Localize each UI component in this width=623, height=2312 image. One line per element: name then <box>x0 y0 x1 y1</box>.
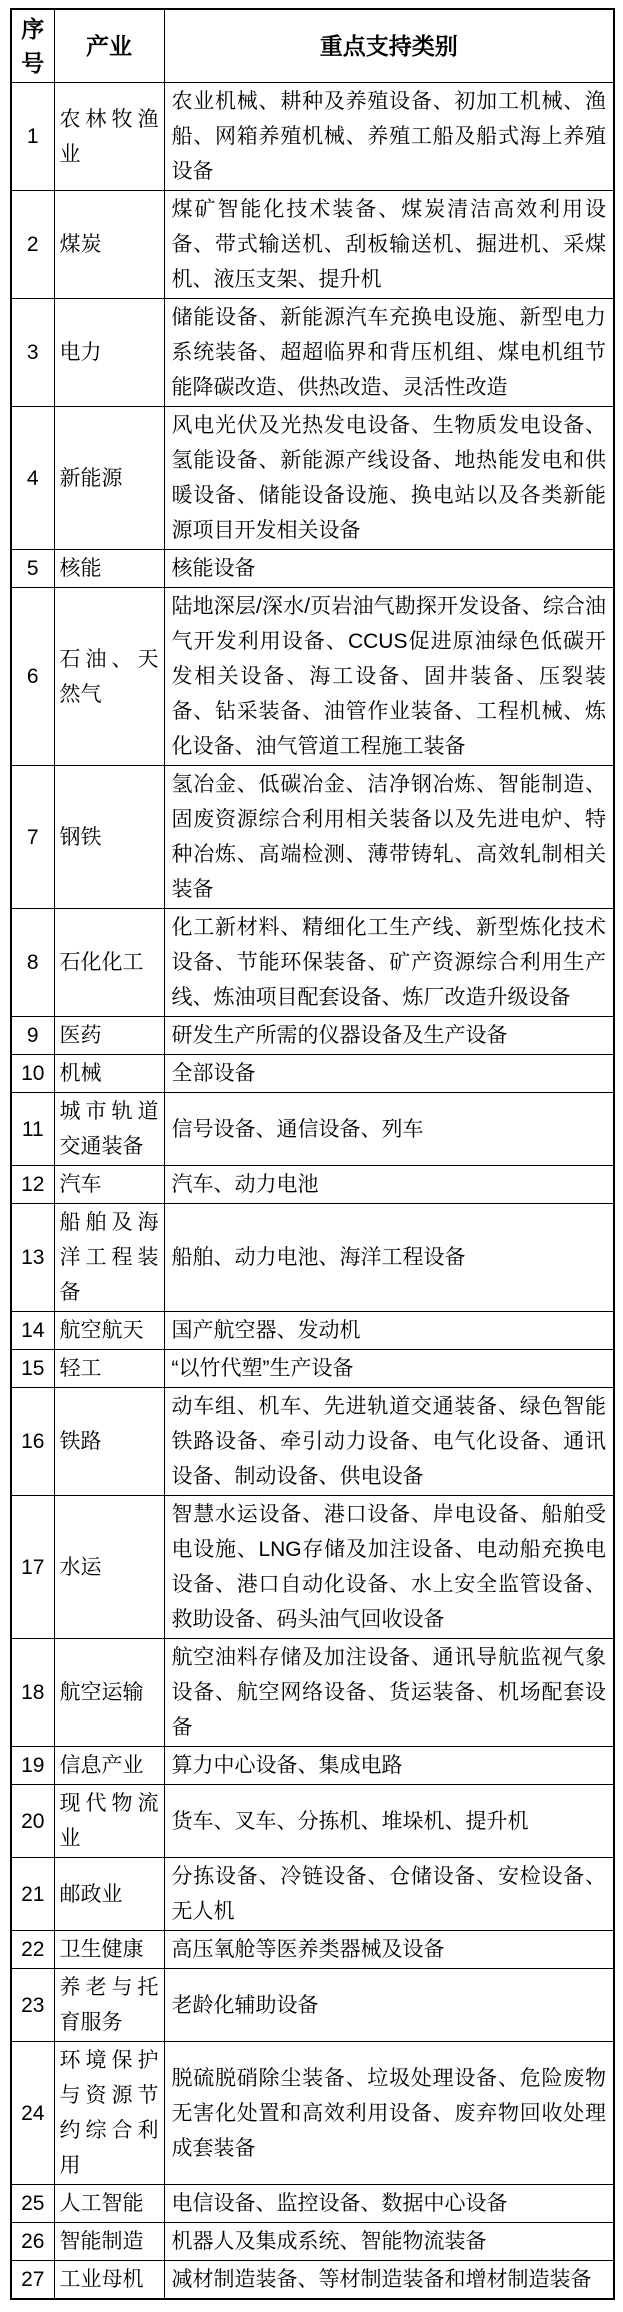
categories-cell: 船舶、动力电池、海洋工程设备 <box>164 1204 614 1312</box>
table-row <box>11 550 614 588</box>
row-number-cell: 8 <box>11 909 54 1017</box>
row-number-cell: 7 <box>11 766 54 909</box>
industry-cell: 人工智能 <box>54 2185 164 2223</box>
industry-cell: 现代物流业 <box>54 1785 164 1858</box>
table-row <box>11 766 614 909</box>
categories-cell: 陆地深层/深水/页岩油气勘探开发设备、综合油气开发利用设备、CCUS促进原油绿色低碳开发相关设备、海工设备、固井装备、压裂装备、钻采装备、油管作业装备、工程机械、炼化设备、油气管道工程施工装备 <box>164 588 614 766</box>
categories-cell: 汽车、动力电池 <box>164 1166 614 1204</box>
industry-cell: 农林牧渔业 <box>54 83 164 191</box>
table-row <box>11 1350 614 1388</box>
support-categories-table <box>10 8 615 2300</box>
table-row <box>11 1858 614 1931</box>
industry-cell: 电力 <box>54 299 164 407</box>
row-number-cell: 1 <box>11 83 54 191</box>
table-body <box>11 83 614 2300</box>
row-number-cell: 22 <box>11 1931 54 1969</box>
industry-cell: 智能制造 <box>54 2223 164 2261</box>
table-row <box>11 1312 614 1350</box>
row-number-cell: 23 <box>11 1969 54 2042</box>
categories-cell: 煤矿智能化技术装备、煤炭清洁高效利用设备、带式输送机、刮板输送机、掘进机、采煤机、液压支架、提升机 <box>164 191 614 299</box>
categories-cell: 分拣设备、冷链设备、仓储设备、安检设备、无人机 <box>164 1858 614 1931</box>
categories-cell: 智慧水运设备、港口设备、岸电设备、船舶受电设施、LNG存储及加注设备、电动船充换电设备、港口自动化设备、水上安全监管设备、救助设备、码头油气回收设备 <box>164 1496 614 1639</box>
row-number-cell: 24 <box>11 2042 54 2185</box>
categories-cell: 信号设备、通信设备、列车 <box>164 1093 614 1166</box>
row-number-cell: 9 <box>11 1017 54 1055</box>
row-number-cell: 27 <box>11 2261 54 2300</box>
row-number-cell: 19 <box>11 1747 54 1785</box>
industry-cell: 石化化工 <box>54 909 164 1017</box>
industry-cell: 城市轨道交通装备 <box>54 1093 164 1166</box>
row-number-cell: 26 <box>11 2223 54 2261</box>
industry-cell: 环境保护与资源节约综合利用 <box>54 2042 164 2185</box>
industry-cell: 机械 <box>54 1055 164 1093</box>
row-number-cell: 16 <box>11 1388 54 1496</box>
categories-cell: 动车组、机车、先进轨道交通装备、绿色智能铁路设备、牵引动力设备、电气化设备、通讯设备、制动设备、供电设备 <box>164 1388 614 1496</box>
table-row <box>11 1093 614 1166</box>
industry-cell: 新能源 <box>54 407 164 550</box>
row-number-cell: 11 <box>11 1093 54 1166</box>
categories-cell: 风电光伏及光热发电设备、生物质发电设备、氢能设备、新能源产线设备、地热能发电和供暖设备、储能设备设施、换电站以及各类新能源项目开发相关设备 <box>164 407 614 550</box>
row-number-cell: 12 <box>11 1166 54 1204</box>
table-row <box>11 299 614 407</box>
categories-cell: 电信设备、监控设备、数据中心设备 <box>164 2185 614 2223</box>
industry-cell: 信息产业 <box>54 1747 164 1785</box>
row-number-cell: 21 <box>11 1858 54 1931</box>
row-number-cell: 25 <box>11 2185 54 2223</box>
categories-cell: 减材制造装备、等材制造装备和增材制造装备 <box>164 2261 614 2300</box>
col-header-categories: 重点支持类别 <box>164 9 614 83</box>
categories-cell: 研发生产所需的仪器设备及生产设备 <box>164 1017 614 1055</box>
industry-cell: 卫生健康 <box>54 1931 164 1969</box>
table-row <box>11 2261 614 2300</box>
categories-cell: 算力中心设备、集成电路 <box>164 1747 614 1785</box>
categories-cell: “以竹代塑”生产设备 <box>164 1350 614 1388</box>
industry-cell: 铁路 <box>54 1388 164 1496</box>
row-number-cell: 6 <box>11 588 54 766</box>
categories-cell: 化工新材料、精细化工生产线、新型炼化技术设备、节能环保装备、矿产资源综合利用生产线、炼油项目配套设备、炼厂改造升级设备 <box>164 909 614 1017</box>
table-row <box>11 1166 614 1204</box>
categories-cell: 农业机械、耕种及养殖设备、初加工机械、渔船、网箱养殖机械、养殖工船及船式海上养殖设备 <box>164 83 614 191</box>
col-header-industry: 产业 <box>54 9 164 83</box>
table-row <box>11 1969 614 2042</box>
row-number-cell: 13 <box>11 1204 54 1312</box>
table-row <box>11 1639 614 1747</box>
categories-cell: 航空油料存储及加注设备、通讯导航监视气象设备、航空网络设备、货运装备、机场配套设备 <box>164 1639 614 1747</box>
industry-cell: 轻工 <box>54 1350 164 1388</box>
categories-cell: 机器人及集成系统、智能物流装备 <box>164 2223 614 2261</box>
header-row <box>11 9 614 83</box>
industry-cell: 煤炭 <box>54 191 164 299</box>
table-row <box>11 1204 614 1312</box>
row-number-cell: 10 <box>11 1055 54 1093</box>
industry-cell: 核能 <box>54 550 164 588</box>
industry-cell: 汽车 <box>54 1166 164 1204</box>
industry-cell: 航空航天 <box>54 1312 164 1350</box>
categories-cell: 全部设备 <box>164 1055 614 1093</box>
row-number-cell: 4 <box>11 407 54 550</box>
industry-cell: 医药 <box>54 1017 164 1055</box>
table-row <box>11 1496 614 1639</box>
categories-cell: 核能设备 <box>164 550 614 588</box>
industry-cell: 工业母机 <box>54 2261 164 2300</box>
table-row <box>11 1785 614 1858</box>
categories-cell: 储能设备、新能源汽车充换电设施、新型电力系统装备、超超临界和背压机组、煤电机组节能降碳改造、供热改造、灵活性改造 <box>164 299 614 407</box>
table-row <box>11 1388 614 1496</box>
categories-cell: 脱硫脱硝除尘装备、垃圾处理设备、危险废物无害化处置和高效利用设备、废弃物回收处理成套装备 <box>164 2042 614 2185</box>
industry-cell: 邮政业 <box>54 1858 164 1931</box>
industry-cell: 养老与托育服务 <box>54 1969 164 2042</box>
table-row <box>11 909 614 1017</box>
table-row <box>11 2185 614 2223</box>
row-number-cell: 20 <box>11 1785 54 1858</box>
industry-cell: 船舶及海洋工程装备 <box>54 1204 164 1312</box>
industry-cell: 水运 <box>54 1496 164 1639</box>
industry-cell: 钢铁 <box>54 766 164 909</box>
table-row <box>11 1055 614 1093</box>
row-number-cell: 2 <box>11 191 54 299</box>
categories-cell: 氢冶金、低碳冶金、洁净钢冶炼、智能制造、固废资源综合利用相关装备以及先进电炉、特种冶炼、高端检测、薄带铸轧、高效轧制相关装备 <box>164 766 614 909</box>
row-number-cell: 18 <box>11 1639 54 1747</box>
table-row <box>11 191 614 299</box>
categories-cell: 国产航空器、发动机 <box>164 1312 614 1350</box>
row-number-cell: 15 <box>11 1350 54 1388</box>
table-row <box>11 1017 614 1055</box>
row-number-cell: 3 <box>11 299 54 407</box>
industry-cell: 航空运输 <box>54 1639 164 1747</box>
categories-cell: 老龄化辅助设备 <box>164 1969 614 2042</box>
table-row <box>11 407 614 550</box>
table-row <box>11 1931 614 1969</box>
categories-cell: 高压氧舱等医养类器械及设备 <box>164 1931 614 1969</box>
col-header-number: 序号 <box>11 9 54 83</box>
row-number-cell: 14 <box>11 1312 54 1350</box>
table-row <box>11 1747 614 1785</box>
row-number-cell: 17 <box>11 1496 54 1639</box>
row-number-cell: 5 <box>11 550 54 588</box>
table-row <box>11 2042 614 2185</box>
categories-cell: 货车、叉车、分拣机、堆垛机、提升机 <box>164 1785 614 1858</box>
table-row <box>11 588 614 766</box>
industry-cell: 石油、天然气 <box>54 588 164 766</box>
table-row <box>11 83 614 191</box>
table-row <box>11 2223 614 2261</box>
